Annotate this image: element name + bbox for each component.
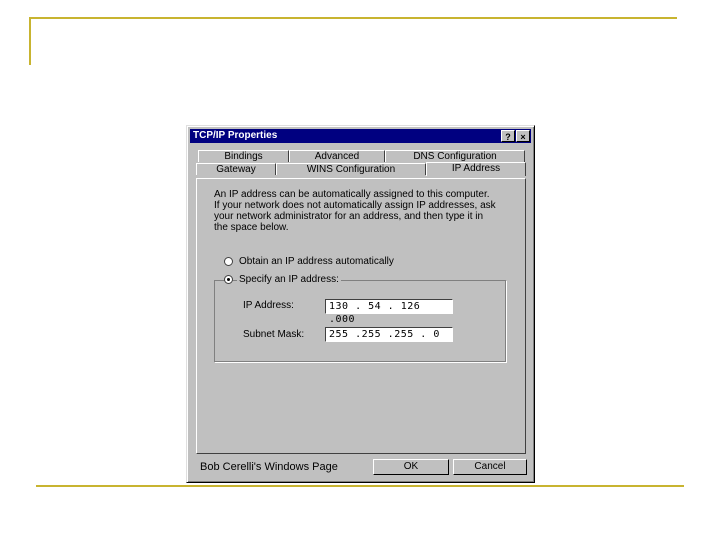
tab-bindings[interactable] (198, 150, 289, 162)
tab-dns-configuration[interactable] (385, 150, 525, 162)
tab-wins-configuration[interactable] (276, 163, 426, 175)
tcpip-properties-dialog (186, 125, 535, 483)
subnet-mask-field[interactable]: 255 .255 .255 . 0 (325, 327, 453, 342)
tab-wins-configuration-label: WINS Configuration (306, 164, 396, 175)
tab-ip-address-label: IP Address (451, 163, 501, 174)
title-bar (190, 129, 531, 143)
tab-dns-configuration-label: DNS Configuration (413, 151, 497, 162)
help-button[interactable]: ? (501, 130, 515, 142)
obtain-ip-label[interactable]: Obtain an IP address automatically (239, 256, 394, 267)
close-button[interactable]: × (516, 130, 530, 142)
dialog-title: TCP/IP Properties (193, 130, 278, 141)
subnet-mask-label: Subnet Mask: (243, 329, 305, 340)
description-line-2: If your network does not automatically assign IP addresses, ask (214, 200, 496, 211)
footer-caption: Bob Cerelli's Windows Page (200, 461, 338, 473)
slide-bottom-rule (36, 485, 684, 487)
specify-ip-radio[interactable] (224, 275, 233, 284)
description-line-1: An IP address can be automatically assigned to this computer. (214, 189, 490, 200)
ip-address-field[interactable]: 130 . 54 . 126 .000 (325, 299, 453, 314)
description-line-4: the space below. (214, 222, 289, 233)
description-line-3: your network administrator for an address, and then type it in (214, 211, 484, 222)
tab-advanced[interactable] (289, 150, 385, 162)
ok-button[interactable]: OK (373, 459, 449, 475)
radio-selected-dot (227, 278, 230, 281)
obtain-ip-radio[interactable] (224, 257, 233, 266)
slide-left-rule (29, 17, 31, 65)
tab-gateway[interactable] (196, 163, 276, 175)
specify-ip-group (214, 280, 506, 362)
tab-ip-address[interactable] (426, 162, 526, 176)
cancel-button[interactable]: Cancel (453, 459, 527, 475)
tab-bindings-label: Bindings (224, 151, 263, 162)
tab-advanced-label: Advanced (314, 151, 360, 162)
ip-address-label: IP Address: (243, 300, 294, 311)
specify-ip-label[interactable]: Specify an IP address: (239, 274, 339, 285)
tab-gateway-label: Gateway (216, 164, 256, 175)
slide-top-rule (29, 17, 677, 19)
